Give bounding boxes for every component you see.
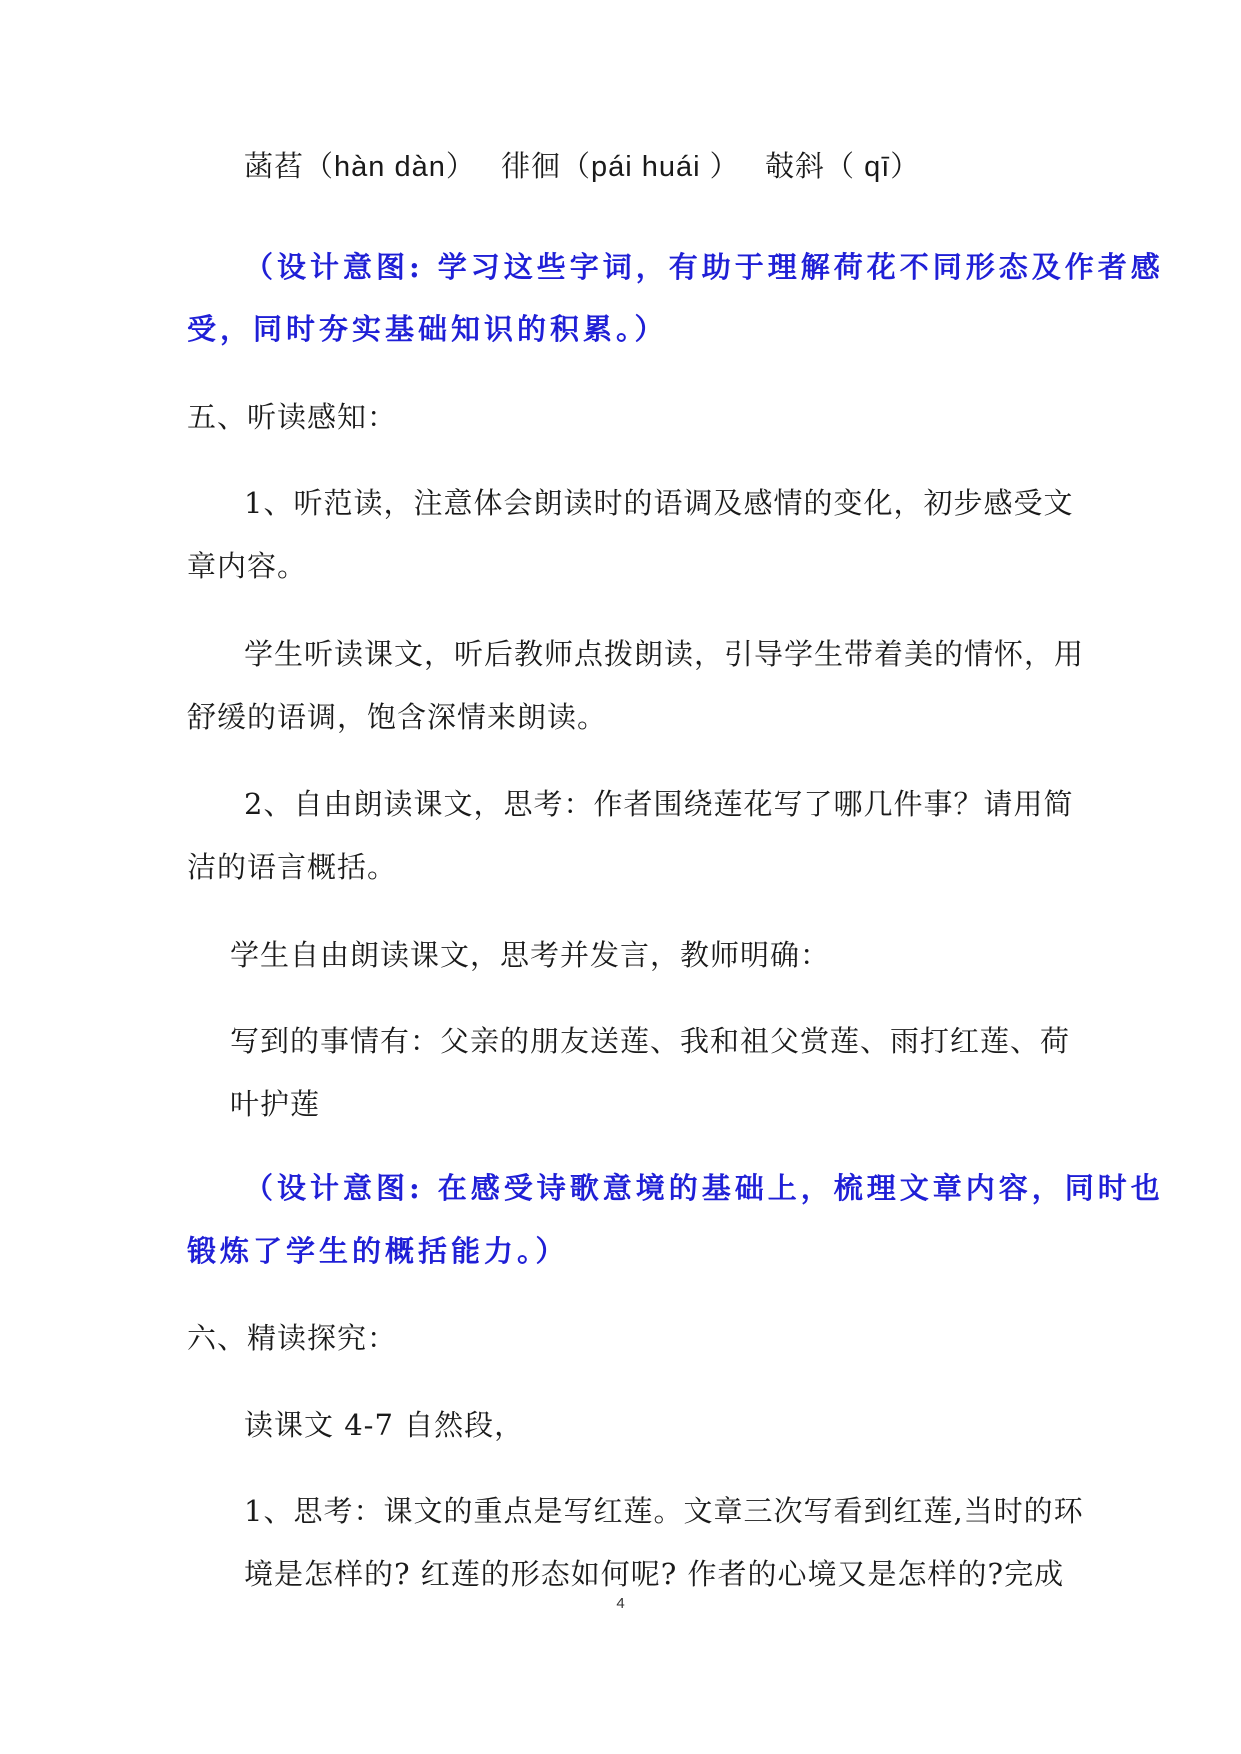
paragraph-line: 学生听读课文，听后教师点拨朗读，引导学生带着美的情怀，用 <box>244 637 1085 671</box>
vocab-pinyin: （pái huái ） <box>561 151 740 183</box>
design-note-line: （设计意图: 在感受诗歌意境的基础上，梳理文章内容，同时也 <box>244 1171 1164 1205</box>
vocab-word: 攲斜 <box>765 149 826 183</box>
paragraph-line: 洁的语言概括。 <box>187 850 398 884</box>
vocab-pinyin: （ qī） <box>825 151 921 183</box>
vocab-item <box>765 146 920 187</box>
paragraph-line: 1、思考：课文的重点是写红莲。文章三次写看到红莲,当时的环 <box>244 1494 1084 1528</box>
vocab-word: 徘徊 <box>501 149 562 183</box>
vocab-item <box>501 146 740 187</box>
design-note-line: 锻炼了学生的概括能力。） <box>187 1234 569 1268</box>
paragraph-line: 境是怎样的? 红莲的形态如何呢? 作者的心境又是怎样的?完成 <box>244 1557 1065 1591</box>
vocab-pinyin: （hàn dàn） <box>304 151 476 183</box>
paragraph-line: 叶护莲 <box>230 1087 321 1121</box>
paragraph-line: 舒缓的语调，饱含深情来朗读。 <box>187 700 608 734</box>
paragraph-line: 章内容。 <box>187 549 308 583</box>
paragraph-line: 写到的事情有：父亲的朋友送莲、我和祖父赏莲、雨打红莲、荷 <box>230 1024 1071 1058</box>
section-heading: 五、听读感知： <box>187 400 398 434</box>
section-heading: 六、精读探究： <box>187 1321 398 1355</box>
paragraph-line: 2、自由朗读课文，思考：作者围绕莲花写了哪几件事？请用简 <box>244 787 1074 821</box>
design-note-line: （设计意图: 学习这些字词，有助于理解荷花不同形态及作者感 <box>244 250 1164 284</box>
paragraph-line: 学生自由朗读课文，思考并发言，教师明确： <box>230 938 831 972</box>
paragraph-line: 读课文 4-7 自然段， <box>244 1408 525 1442</box>
vocab-item <box>244 146 476 187</box>
paragraph-line: 1、听范读，注意体会朗读时的语调及感情的变化，初步感受文 <box>244 486 1074 520</box>
page-number: 4 <box>616 1595 625 1612</box>
design-note-line: 受，同时夯实基础知识的积累。） <box>187 312 668 346</box>
vocab-word: 菡萏 <box>244 149 305 183</box>
